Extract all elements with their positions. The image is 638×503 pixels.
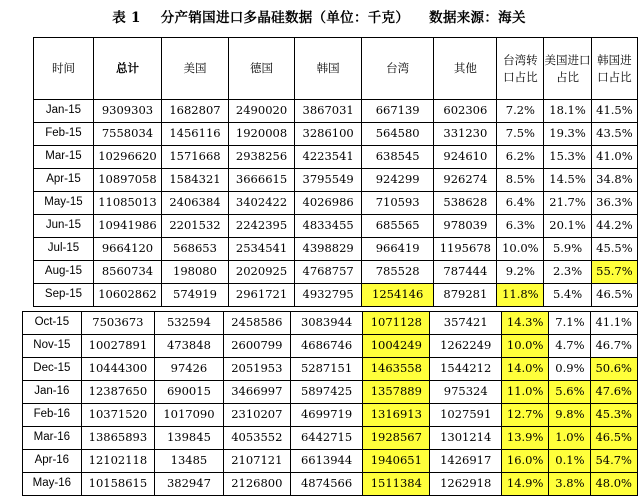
date-cell: May-16 <box>23 473 82 496</box>
percent-cell: 12.7% <box>502 404 549 427</box>
percent-cell: 41.1% <box>590 312 637 335</box>
percent-cell: 2.3% <box>544 261 592 284</box>
value-cell: 10602862 <box>93 284 161 307</box>
percent-cell: 6.2% <box>497 146 544 169</box>
value-cell: 538628 <box>434 192 497 215</box>
value-cell: 690015 <box>155 381 224 404</box>
value-cell: 2938256 <box>228 146 294 169</box>
value-cell: 2458586 <box>223 312 290 335</box>
value-cell: 1544212 <box>430 358 502 381</box>
value-cell: 4699719 <box>290 404 362 427</box>
percent-cell: 13.9% <box>502 427 549 450</box>
value-cell: 3666615 <box>228 169 294 192</box>
header-cell: 时间 <box>34 38 94 100</box>
value-cell: 5287151 <box>290 358 362 381</box>
table-row <box>34 238 638 261</box>
value-cell: 13485 <box>155 450 224 473</box>
table-header-row <box>34 38 638 100</box>
value-cell: 966419 <box>362 238 434 261</box>
date-cell: Jan-15 <box>34 100 94 123</box>
value-cell: 4833455 <box>295 215 362 238</box>
date-cell: Aug-15 <box>34 261 94 284</box>
value-cell: 4398829 <box>295 238 362 261</box>
percent-cell: 46.5% <box>591 284 637 307</box>
value-cell: 8560734 <box>93 261 161 284</box>
value-cell: 7558034 <box>93 123 161 146</box>
percent-cell: 6.4% <box>497 192 544 215</box>
value-cell: 331230 <box>434 123 497 146</box>
value-cell: 2600799 <box>223 335 290 358</box>
percent-cell: 5.6% <box>549 381 590 404</box>
percent-cell: 55.7% <box>591 261 637 284</box>
percent-cell: 46.5% <box>590 427 637 450</box>
value-cell: 2242395 <box>228 215 294 238</box>
value-cell: 10027891 <box>81 335 154 358</box>
value-cell: 3466997 <box>223 381 290 404</box>
percent-cell: 41.5% <box>591 100 637 123</box>
value-cell: 1301214 <box>430 427 502 450</box>
value-cell: 12102118 <box>81 450 154 473</box>
percent-cell: 7.1% <box>549 312 590 335</box>
table-row <box>34 100 638 123</box>
percent-cell: 44.2% <box>591 215 637 238</box>
date-cell: Sep-15 <box>34 284 94 307</box>
value-cell: 568653 <box>162 238 229 261</box>
percent-cell: 43.5% <box>591 123 637 146</box>
value-cell: 667139 <box>362 100 434 123</box>
percent-cell: 48.0% <box>590 473 637 496</box>
value-cell: 473848 <box>155 335 224 358</box>
value-cell: 4223541 <box>295 146 362 169</box>
percent-cell: 5.4% <box>544 284 592 307</box>
header-cell: 其他 <box>434 38 497 100</box>
percent-cell: 21.7% <box>544 192 592 215</box>
percent-cell: 34.8% <box>591 169 637 192</box>
value-cell: 924299 <box>362 169 434 192</box>
value-cell: 10296620 <box>93 146 161 169</box>
percent-cell: 14.5% <box>544 169 592 192</box>
value-cell: 2107121 <box>223 450 290 473</box>
percent-cell: 0.1% <box>549 450 590 473</box>
value-cell: 2126800 <box>223 473 290 496</box>
value-cell: 1463558 <box>363 358 430 381</box>
percent-cell: 4.7% <box>549 335 590 358</box>
percent-cell: 15.3% <box>544 146 592 169</box>
percent-cell: 47.6% <box>590 381 637 404</box>
percent-cell: 36.3% <box>591 192 637 215</box>
percent-cell: 8.5% <box>497 169 544 192</box>
header-cell: 总计 <box>93 38 161 100</box>
value-cell: 1357889 <box>363 381 430 404</box>
percent-cell: 10.0% <box>502 335 549 358</box>
value-cell: 382947 <box>155 473 224 496</box>
table-row <box>23 358 638 381</box>
percent-cell: 6.3% <box>497 215 544 238</box>
value-cell: 1004249 <box>363 335 430 358</box>
percent-cell: 9.8% <box>549 404 590 427</box>
value-cell: 2020925 <box>228 261 294 284</box>
value-cell: 198080 <box>162 261 229 284</box>
value-cell: 3402422 <box>228 192 294 215</box>
table-row <box>23 427 638 450</box>
value-cell: 1920008 <box>228 123 294 146</box>
percent-cell: 11.0% <box>502 381 549 404</box>
table-row <box>23 381 638 404</box>
value-cell: 10158615 <box>81 473 154 496</box>
header-cell: 德国 <box>228 38 294 100</box>
value-cell: 10371520 <box>81 404 154 427</box>
date-cell: Dec-15 <box>23 358 82 381</box>
value-cell: 1262918 <box>430 473 502 496</box>
table-row <box>23 473 638 496</box>
value-cell: 1511384 <box>363 473 430 496</box>
table-row <box>34 284 638 307</box>
value-cell: 924610 <box>434 146 497 169</box>
table-row <box>34 123 638 146</box>
value-cell: 3286100 <box>295 123 362 146</box>
value-cell: 1456116 <box>162 123 229 146</box>
percent-cell: 7.2% <box>497 100 544 123</box>
percent-cell: 0.9% <box>549 358 590 381</box>
value-cell: 6442715 <box>290 427 362 450</box>
value-cell: 2310207 <box>223 404 290 427</box>
value-cell: 3867031 <box>295 100 362 123</box>
value-cell: 12387650 <box>81 381 154 404</box>
date-cell: Mar-16 <box>23 427 82 450</box>
percent-cell: 18.1% <box>544 100 592 123</box>
value-cell: 1928567 <box>363 427 430 450</box>
value-cell: 13865893 <box>81 427 154 450</box>
value-cell: 1682807 <box>162 100 229 123</box>
date-cell: Jun-15 <box>34 215 94 238</box>
percent-cell: 45.5% <box>591 238 637 261</box>
value-cell: 1584321 <box>162 169 229 192</box>
date-cell: Mar-15 <box>34 146 94 169</box>
percent-cell: 19.3% <box>544 123 592 146</box>
table-row <box>34 261 638 284</box>
value-cell: 2961721 <box>228 284 294 307</box>
value-cell: 1571668 <box>162 146 229 169</box>
value-cell: 4053552 <box>223 427 290 450</box>
date-cell: Jan-16 <box>23 381 82 404</box>
value-cell: 574919 <box>162 284 229 307</box>
value-cell: 3795549 <box>295 169 362 192</box>
header-cell: 美国 <box>162 38 229 100</box>
value-cell: 2051953 <box>223 358 290 381</box>
value-cell: 926274 <box>434 169 497 192</box>
table-row <box>23 335 638 358</box>
value-cell: 1027591 <box>430 404 502 427</box>
value-cell: 978039 <box>434 215 497 238</box>
percent-cell: 9.2% <box>497 261 544 284</box>
value-cell: 685565 <box>362 215 434 238</box>
header-cell: 台湾转口占比 <box>497 38 544 100</box>
percent-cell: 5.9% <box>544 238 592 261</box>
table-row <box>34 169 638 192</box>
value-cell: 787444 <box>434 261 497 284</box>
value-cell: 10897058 <box>93 169 161 192</box>
percent-cell: 11.8% <box>497 284 544 307</box>
value-cell: 4874566 <box>290 473 362 496</box>
table-row <box>23 312 638 335</box>
date-cell: Nov-15 <box>23 335 82 358</box>
value-cell: 4686746 <box>290 335 362 358</box>
percent-cell: 7.5% <box>497 123 544 146</box>
percent-cell: 10.0% <box>497 238 544 261</box>
percent-cell: 41.0% <box>591 146 637 169</box>
value-cell: 975324 <box>430 381 502 404</box>
value-cell: 3083944 <box>290 312 362 335</box>
percent-cell: 50.6% <box>590 358 637 381</box>
value-cell: 1940651 <box>363 450 430 473</box>
value-cell: 1017090 <box>155 404 224 427</box>
percent-cell: 14.9% <box>502 473 549 496</box>
value-cell: 785528 <box>362 261 434 284</box>
date-cell: Apr-15 <box>34 169 94 192</box>
percent-cell: 20.1% <box>544 215 592 238</box>
percent-cell: 45.3% <box>590 404 637 427</box>
import-table-2015-2016 <box>22 311 638 496</box>
value-cell: 1426917 <box>430 450 502 473</box>
value-cell: 6613944 <box>290 450 362 473</box>
table-row <box>34 146 638 169</box>
value-cell: 357421 <box>430 312 502 335</box>
percent-cell: 1.0% <box>549 427 590 450</box>
value-cell: 9664120 <box>93 238 161 261</box>
table-row <box>23 450 638 473</box>
value-cell: 879281 <box>434 284 497 307</box>
percent-cell: 54.7% <box>590 450 637 473</box>
value-cell: 2201532 <box>162 215 229 238</box>
import-table-2015 <box>33 37 638 307</box>
value-cell: 97426 <box>155 358 224 381</box>
header-cell: 美国进口占比 <box>544 38 592 100</box>
value-cell: 1071128 <box>363 312 430 335</box>
value-cell: 5897425 <box>290 381 362 404</box>
value-cell: 4026986 <box>295 192 362 215</box>
value-cell: 9309303 <box>93 100 161 123</box>
percent-cell: 16.0% <box>502 450 549 473</box>
value-cell: 7503673 <box>81 312 154 335</box>
value-cell: 1195678 <box>434 238 497 261</box>
date-cell: Oct-15 <box>23 312 82 335</box>
date-cell: Apr-16 <box>23 450 82 473</box>
value-cell: 139845 <box>155 427 224 450</box>
header-cell: 韩国 <box>295 38 362 100</box>
value-cell: 4768757 <box>295 261 362 284</box>
header-cell: 台湾 <box>362 38 434 100</box>
percent-cell: 46.7% <box>590 335 637 358</box>
value-cell: 1254146 <box>362 284 434 307</box>
value-cell: 10444300 <box>81 358 154 381</box>
table-row <box>23 404 638 427</box>
date-cell: May-15 <box>34 192 94 215</box>
table-row <box>34 192 638 215</box>
value-cell: 532594 <box>155 312 224 335</box>
value-cell: 1316913 <box>363 404 430 427</box>
value-cell: 638545 <box>362 146 434 169</box>
value-cell: 10941986 <box>93 215 161 238</box>
date-cell: Jul-15 <box>34 238 94 261</box>
percent-cell: 3.8% <box>549 473 590 496</box>
value-cell: 710593 <box>362 192 434 215</box>
value-cell: 11085013 <box>93 192 161 215</box>
table-row <box>34 215 638 238</box>
date-cell: Feb-16 <box>23 404 82 427</box>
value-cell: 2490020 <box>228 100 294 123</box>
percent-cell: 14.3% <box>502 312 549 335</box>
value-cell: 2534541 <box>228 238 294 261</box>
value-cell: 602306 <box>434 100 497 123</box>
table-caption: 表 1 分产销国进口多晶硅数据（单位：千克） 数据来源：海关 <box>112 10 526 26</box>
value-cell: 564580 <box>362 123 434 146</box>
value-cell: 4932795 <box>295 284 362 307</box>
value-cell: 1262249 <box>430 335 502 358</box>
header-cell: 韩国进口占比 <box>591 38 637 100</box>
percent-cell: 14.0% <box>502 358 549 381</box>
date-cell: Feb-15 <box>34 123 94 146</box>
value-cell: 2406384 <box>162 192 229 215</box>
